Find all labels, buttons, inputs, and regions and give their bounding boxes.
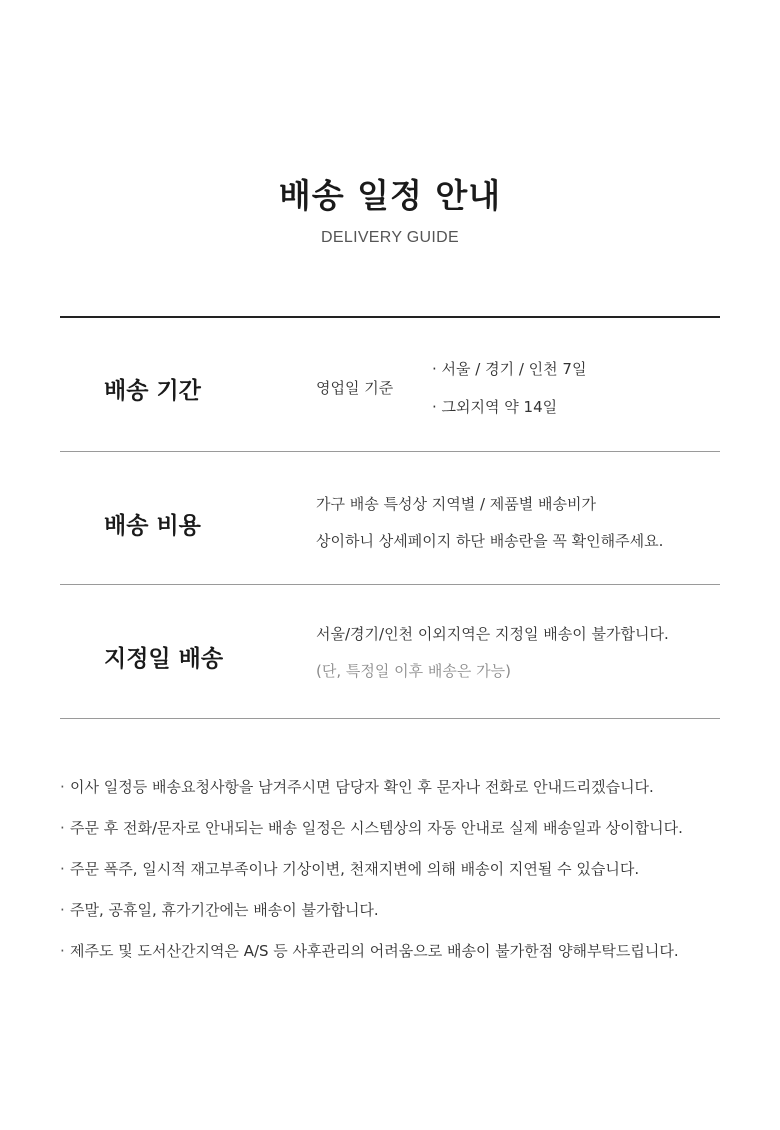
list-item <box>60 776 730 817</box>
list-item <box>60 899 730 940</box>
delivery-cost-line: 가구 배송 특성상 지역별 / 제품별 배송비가 <box>316 495 596 513</box>
notice-list <box>60 776 730 981</box>
row-divider <box>60 584 720 585</box>
table-top-divider <box>60 316 720 318</box>
page-title: 배송 일정 안내 <box>278 176 502 215</box>
delivery-cost-line: 상이하니 상세페이지 하단 배송란을 꼭 확인해주세요. <box>316 532 664 550</box>
notice-text: 이사 일정등 배송요청사항을 남겨주시면 담당자 확인 후 문자나 전화로 안내드리겠습니다. <box>70 778 654 796</box>
scheduled-delivery-line: 서울/경기/인천 이외지역은 지정일 배송이 불가합니다. <box>316 625 669 643</box>
list-item <box>60 817 730 858</box>
row-label: 배송 기간 <box>104 378 201 404</box>
delivery-period-basis: 영업일 기준 <box>316 379 394 397</box>
row-divider <box>60 718 720 719</box>
list-item <box>60 858 730 899</box>
notice-text: 주말, 공휴일, 휴가기간에는 배송이 불가합니다. <box>70 901 379 919</box>
bullet-icon: · <box>60 942 65 960</box>
bullet-icon: · <box>60 778 65 796</box>
notice-text: 제주도 및 도서산간지역은 A/S 등 사후관리의 어려움으로 배송이 불가한점 양해부탁드립니다. <box>70 942 679 960</box>
bullet-icon: · <box>60 819 65 837</box>
delivery-period-item: · 그외지역 약 14일 <box>432 398 558 416</box>
row-label: 배송 비용 <box>104 513 201 539</box>
list-item <box>60 940 730 981</box>
row-label: 지정일 배송 <box>104 646 224 672</box>
scheduled-delivery-note: (단, 특정일 이후 배송은 가능) <box>316 662 511 680</box>
notice-text: 주문 폭주, 일시적 재고부족이나 기상이변, 천재지변에 의해 배송이 지연될 수 있습니다. <box>70 860 640 878</box>
notice-text: 주문 후 전화/문자로 안내되는 배송 일정은 시스템상의 자동 안내로 실제 배송일과 상이합니다. <box>70 819 683 837</box>
delivery-period-item: · 서울 / 경기 / 인천 7일 <box>432 360 587 378</box>
page-subtitle: DELIVERY GUIDE <box>321 229 459 246</box>
bullet-icon: · <box>60 901 65 919</box>
row-divider <box>60 451 720 452</box>
bullet-icon: · <box>60 860 65 878</box>
